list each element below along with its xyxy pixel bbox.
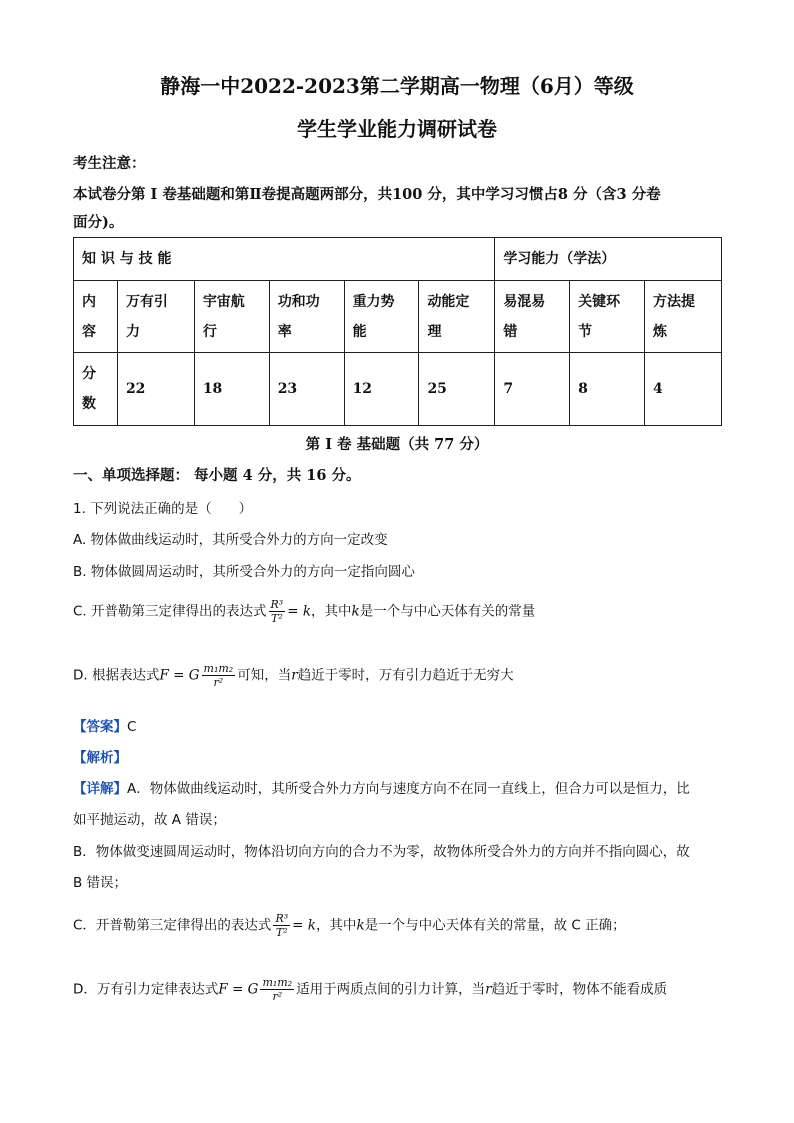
part-title: 第 I 卷 基础题（共 77 分）: [305, 436, 489, 453]
detail-b-line2: B 错误；: [73, 875, 128, 891]
score-cell: 22: [117, 353, 194, 426]
score-cell: 18: [194, 353, 269, 426]
option-a: A. 物体做曲线运动时，其所受合外力的方向一定改变: [73, 532, 388, 548]
question-stem: 1. 下列说法正确的是（ ）: [73, 501, 253, 517]
column-name: 宇宙航 行: [194, 281, 269, 353]
section-heading: 一、单项选择题： 每小题 4 分，共 16 分。: [73, 467, 361, 484]
column-name: 易混易 错: [495, 281, 570, 353]
analysis-label: 【解析】: [73, 750, 127, 766]
group-ability-header: 学习能力（学法）: [495, 238, 722, 281]
detail-d: D．万有引力定律表达式F = G $\frac{\text{m₁m₂}}{\text{r²}}$ 适用于两质点间的引力计算，当r趋近于零时，物体不能看成质: [73, 976, 668, 1003]
score-row-label: 分 数: [74, 353, 118, 426]
detail-b-line1: B．物体做变速圆周运动时，物体沿切向方向的合力不为零，故物体所受合外力的方向并不指向圆心，故: [73, 844, 690, 860]
kepler-fraction-2: $\frac{\text{R³}}{\text{T²}}$: [275, 912, 289, 939]
score-cell: 25: [419, 353, 495, 426]
option-c: C. 开普勒第三定律得出的表达式 $\frac{\text{R³}}{\text{T²}}$ = k，其中k是一个与中心天体有关的常量: [73, 598, 536, 625]
answer-value: C: [127, 719, 137, 735]
notice-label: 考生注意：: [73, 155, 146, 172]
option-b: B. 物体做圆周运动时，其所受合外力的方向一定指向圆心: [73, 564, 415, 580]
gravity-fraction-2: $\frac{\text{m₁m₂}}{\text{r²}}$: [262, 976, 293, 1003]
detail-a-line2: 如平抛运动，故 A 错误；: [73, 812, 226, 828]
option-d: D. 根据表达式F = G $\frac{\text{m₁m₂}}{\text{r²}}$ 可知，当r趋近于零时，万有引力趋近于无穷大: [73, 662, 514, 689]
column-name: 动能定 理: [419, 281, 495, 353]
column-name: 方法提 炼: [645, 281, 722, 353]
detail-a-line1: 【详解】A．物体做曲线运动时，其所受合外力方向与速度方向不在同一直线上，但合力可以是恒力，比: [73, 781, 690, 797]
score-cell: 7: [495, 353, 570, 426]
exam-title-line1: 静海一中2022-2023第二学期高一物理（6月）等级: [160, 74, 634, 98]
content-row-label: 内 容: [74, 281, 118, 353]
score-cell: 23: [269, 353, 344, 426]
exam-title-line2: 学生学业能力调研试卷: [297, 117, 497, 141]
score-cell: 12: [344, 353, 419, 426]
column-name: 万有引 力: [117, 281, 194, 353]
notice-line1: 本试卷分第 I 卷基础题和第Ⅱ卷提高题两部分，共100 分，其中学习习惯占8 分（含3 分卷: [73, 186, 661, 203]
detail-c: C．开普勒第三定律得出的表达式 $\frac{\text{R³}}{\text{T²}}$ = k，其中k是一个与中心天体有关的常量，故 C 正确；: [73, 912, 626, 939]
notice-line2: 面分)。: [73, 214, 124, 231]
group-knowledge-header: 知 识 与 技 能: [74, 238, 495, 281]
kepler-fraction: $\frac{\text{R³}}{\text{T²}}$: [270, 598, 284, 625]
answer-label: 【答案】: [73, 719, 127, 735]
answer-line: [73, 715, 136, 735]
score-cell: 8: [570, 353, 645, 426]
column-name: 重力势 能: [344, 281, 419, 353]
column-name: 关键环 节: [570, 281, 645, 353]
column-name: 功和功 率: [269, 281, 344, 353]
score-cell: 4: [645, 353, 722, 426]
score-table: [73, 237, 722, 426]
gravity-fraction: $\frac{\text{m₁m₂}}{\text{r²}}$: [203, 662, 234, 689]
